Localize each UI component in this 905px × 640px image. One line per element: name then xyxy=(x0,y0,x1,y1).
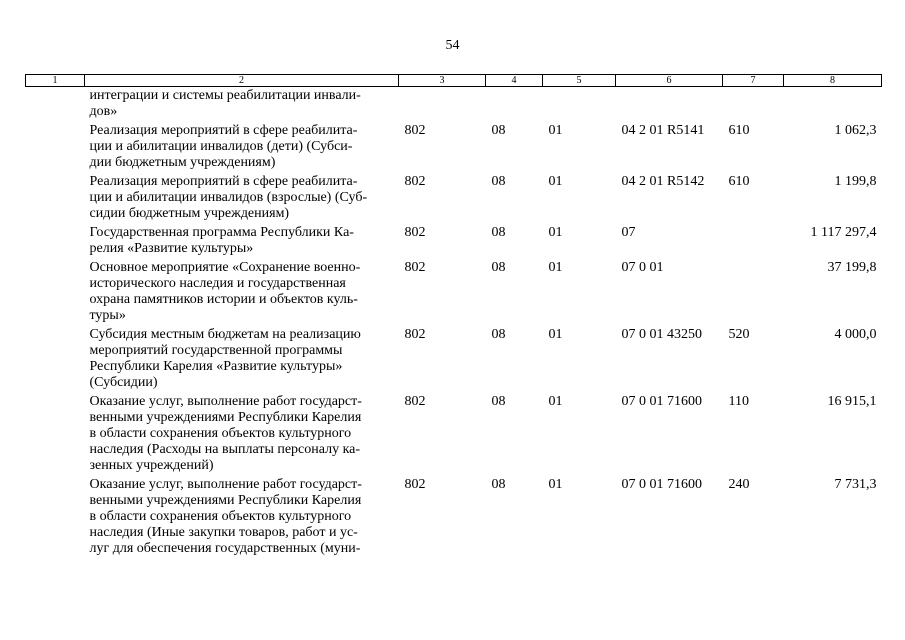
cell-name-line: Республики Карелия «Развитие культуры» xyxy=(89,359,343,374)
column-header-5: 5 xyxy=(543,75,616,87)
cell-name xyxy=(85,87,399,123)
cell-amount: 1 117 297,4 xyxy=(810,225,877,240)
cell-name-line: Реализация мероприятий в сфере реабилита- xyxy=(89,123,358,138)
cell-subsection: 01 xyxy=(548,327,563,342)
cell-amount xyxy=(784,87,882,123)
cell-amount: 16 915,1 xyxy=(827,394,877,409)
cell-section: 08 xyxy=(491,225,506,240)
column-header-6: 6 xyxy=(616,75,723,87)
column-header-3: 3 xyxy=(399,75,486,87)
cell-name xyxy=(85,326,399,393)
cell-number xyxy=(26,259,85,326)
cell-grbs: 802 xyxy=(404,394,426,409)
cell-target-article: 07 0 01 43250 xyxy=(621,327,702,342)
cell-name-line: интеграции и системы реабилитации инвали- xyxy=(89,88,361,103)
cell-subsection: 01 xyxy=(548,394,563,409)
cell-grbs xyxy=(399,87,486,123)
cell-name-line: венными учреждениями Республики Карелия xyxy=(89,493,362,508)
table-header-row xyxy=(26,75,882,87)
cell-grbs: 802 xyxy=(404,123,426,138)
cell-number xyxy=(26,224,85,259)
cell-target-article: 07 0 01 xyxy=(621,260,664,275)
cell-amount: 7 731,3 xyxy=(834,477,877,492)
cell-name-line: в области сохранения объектов культурного xyxy=(89,426,352,441)
cell-section: 08 xyxy=(491,327,506,342)
cell-grbs: 802 xyxy=(404,327,426,342)
cell-subsection: 01 xyxy=(548,477,563,492)
cell-name-line: мероприятий государственной программы xyxy=(89,343,343,358)
cell-name xyxy=(85,393,399,476)
cell-name-line: туры» xyxy=(89,308,126,323)
cell-expense-type: 610 xyxy=(728,123,750,138)
cell-name-line: наследия (Расходы на выплаты персоналу ка- xyxy=(89,442,361,457)
cell-amount: 1 199,8 xyxy=(834,174,877,189)
cell-section: 08 xyxy=(491,260,506,275)
column-header-4: 4 xyxy=(486,75,543,87)
budget-table xyxy=(25,74,882,559)
cell-target-article: 07 xyxy=(621,225,636,240)
cell-name-line: ции и абилитации инвалидов (взрослые) (Суб- xyxy=(89,190,368,205)
cell-name-line: зенных учреждений) xyxy=(89,458,214,473)
cell-name-line: Оказание услуг, выполнение работ государст- xyxy=(89,394,362,409)
cell-name-line: релия «Развитие культуры» xyxy=(89,241,254,256)
cell-number xyxy=(26,393,85,476)
cell-expense-type: 110 xyxy=(728,394,749,409)
cell-section: 08 xyxy=(491,123,506,138)
cell-name xyxy=(85,224,399,259)
cell-number xyxy=(26,87,85,123)
cell-number xyxy=(26,173,85,224)
table-row xyxy=(26,173,882,224)
cell-subsection: 01 xyxy=(548,174,563,189)
cell-target-article: 07 0 01 71600 xyxy=(621,477,702,492)
cell-name xyxy=(85,173,399,224)
cell-grbs: 802 xyxy=(404,260,426,275)
cell-section: 08 xyxy=(491,174,506,189)
cell-section: 08 xyxy=(491,477,506,492)
cell-name-line: Субсидия местным бюджетам на реализацию xyxy=(89,327,361,342)
column-header-7: 7 xyxy=(723,75,784,87)
cell-subsection: 01 xyxy=(548,123,563,138)
cell-name xyxy=(85,259,399,326)
cell-name-line: исторического наследия и государственная xyxy=(89,276,346,291)
cell-expense-type: 520 xyxy=(728,327,750,342)
table-body xyxy=(26,87,882,560)
cell-expense-type xyxy=(723,259,784,326)
cell-name-line: дии бюджетным учреждениям) xyxy=(89,155,276,170)
cell-amount: 37 199,8 xyxy=(827,260,877,275)
cell-name-line: Государственная программа Республики Ка- xyxy=(89,225,354,240)
cell-target-article xyxy=(616,87,723,123)
cell-subsection: 01 xyxy=(548,225,563,240)
cell-grbs: 802 xyxy=(404,174,426,189)
cell-target-article: 04 2 01 R5142 xyxy=(621,174,705,189)
cell-grbs: 802 xyxy=(404,477,426,492)
cell-name-line: (Субсидии) xyxy=(89,375,158,390)
table-row xyxy=(26,122,882,173)
cell-expense-type: 610 xyxy=(728,174,750,189)
column-header-2: 2 xyxy=(85,75,399,87)
cell-name-line: Реализация мероприятий в сфере реабилита- xyxy=(89,174,358,189)
column-header-1: 1 xyxy=(26,75,85,87)
cell-name-line: ции и абилитации инвалидов (дети) (Субси- xyxy=(89,139,353,154)
cell-section: 08 xyxy=(491,394,506,409)
cell-name xyxy=(85,476,399,559)
table-row xyxy=(26,87,882,123)
cell-amount: 4 000,0 xyxy=(834,327,877,342)
table-row xyxy=(26,476,882,559)
cell-name-line: луг для обеспечения государственных (муни- xyxy=(89,541,361,556)
cell-expense-type: 240 xyxy=(728,477,750,492)
cell-name-line: охрана памятников истории и объектов куль- xyxy=(89,292,358,307)
cell-subsection xyxy=(543,87,616,123)
cell-number xyxy=(26,326,85,393)
cell-name-line: дов» xyxy=(89,104,118,119)
cell-name-line: Оказание услуг, выполнение работ государст- xyxy=(89,477,362,492)
cell-amount: 1 062,3 xyxy=(834,123,877,138)
cell-number xyxy=(26,476,85,559)
cell-section xyxy=(486,87,543,123)
cell-name-line: венными учреждениями Республики Карелия xyxy=(89,410,362,425)
column-header-8: 8 xyxy=(784,75,882,87)
cell-grbs: 802 xyxy=(404,225,426,240)
cell-name-line: сидии бюджетным учреждениям) xyxy=(89,206,290,221)
table-row xyxy=(26,224,882,259)
cell-target-article: 04 2 01 R5141 xyxy=(621,123,705,138)
table-row xyxy=(26,259,882,326)
cell-name-line: Основное мероприятие «Сохранение военно- xyxy=(89,260,361,275)
table-row xyxy=(26,393,882,476)
cell-name-line: наследия (Иные закупки товаров, работ и ус- xyxy=(89,525,358,540)
cell-target-article: 07 0 01 71600 xyxy=(621,394,702,409)
cell-number xyxy=(26,122,85,173)
cell-subsection: 01 xyxy=(548,260,563,275)
cell-name xyxy=(85,122,399,173)
table-row xyxy=(26,326,882,393)
cell-expense-type xyxy=(723,224,784,259)
cell-expense-type xyxy=(723,87,784,123)
page-number: 54 xyxy=(445,38,460,53)
cell-name-line: в области сохранения объектов культурного xyxy=(89,509,352,524)
